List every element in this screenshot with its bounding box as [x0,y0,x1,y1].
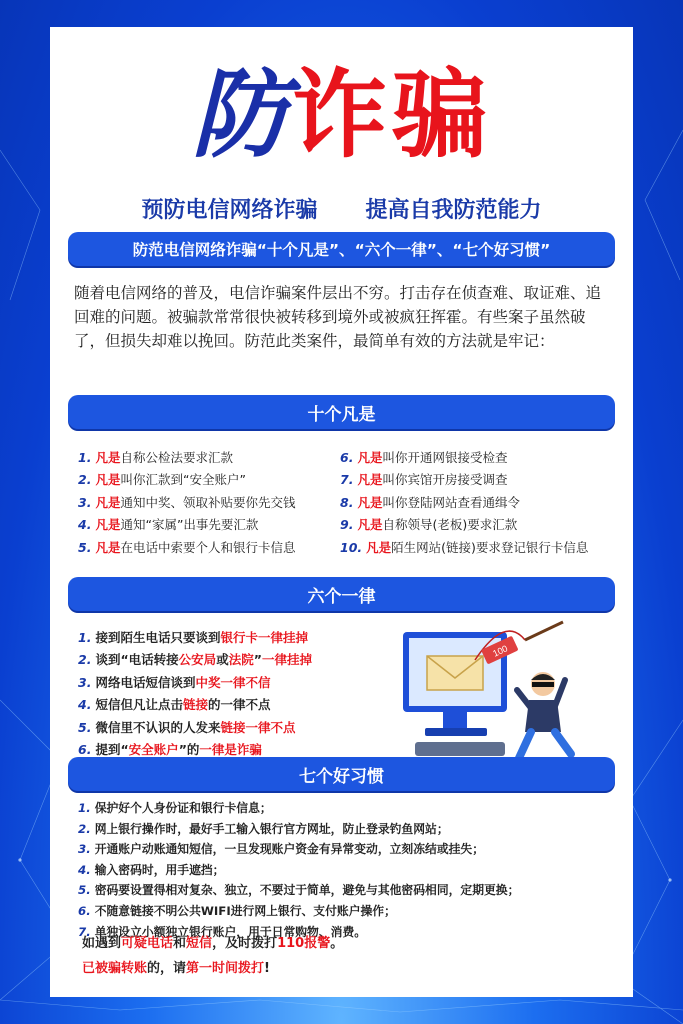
item-number: 4. [78,517,92,533]
item-number: 1. [78,450,92,465]
item-text: 接到陌生电话只要谈到 [95,630,221,645]
item-highlight: 链接一律不点 [220,719,296,735]
item-text: ” [253,652,262,668]
list-item [78,880,519,901]
item-number: 4. [78,862,91,877]
item-text: 网上银行操作时，最好手工输入银行官方网址，防止登录钓鱼网站； [94,821,449,836]
item-text: 提到“ [95,742,129,758]
section-six-title: 六个一律 [307,586,376,607]
item-number: 6. [78,903,91,918]
item-key: 凡是 [95,494,121,510]
item-text: 陌生网站(链接)要求登记银行卡信息 [391,539,589,555]
list-item [78,537,295,559]
item-text: 保护好个人身份证和银行卡信息； [94,801,272,815]
list-item [78,514,295,536]
section-six-heading [68,577,615,611]
item-key: 凡是 [95,539,121,555]
item-number: 6. [78,742,92,758]
item-key: 凡是 [357,517,383,533]
item-text: 密码要设置得相对复杂、独立，不要过于简单，避免与其他密码相同，定期更换； [94,883,520,898]
banner-text: 防范电信网络诈骗“十个凡是”、“六个一律”、“七个好习惯” [132,241,551,259]
item-text: 叫你开通网银接受检查 [382,450,508,465]
envelope-icon [427,656,483,690]
item-number: 5. [78,719,92,735]
item-highlight: 公安局 [178,652,217,668]
list-item [78,798,519,819]
intro-paragraph: 随着电信网络的普及，电信诈骗案件层出不穷。打击存在侦查难、取证难、追回难的问题。被骗款常常很快被转移到境外或被疯狂挥霍。有些案子虽然破了，但损失却难以挽回。防范此类案件，最简单有效的方法就是牢记： [74,284,602,350]
item-key: 凡是 [95,472,121,488]
item-number: 5. [78,539,92,555]
list-item [340,469,588,491]
item-number: 8. [340,494,354,510]
item-text: 叫你汇款到“安全账户” [120,472,246,488]
list-item [78,839,519,860]
item-highlight: 法院 [228,652,254,668]
subtitle-left: 预防电信网络诈骗 [141,198,318,223]
list-item [340,492,588,514]
list-item [78,819,519,840]
item-text: 在电话中索要个人和银行卡信息 [120,539,296,555]
item-number: 2. [78,652,92,668]
ten-list-right [340,447,588,559]
item-text: 开通账户动账通知短信，一旦发现账户资金有异常变动，立刻冻结或挂失； [94,842,485,857]
list-item [78,717,312,739]
list-item [78,492,295,514]
item-text: 或 [216,652,229,668]
footer-line-1: 如遇到可疑电话和短信，及时拨打110报警。 [82,936,344,951]
item-text: 单独设立小额独立银行账户，用于日常购物、消费。 [94,924,367,939]
seven-list [78,798,519,942]
item-text: 谈到“电话转接 [95,652,179,668]
banner-pill [68,232,615,266]
item-number: 6. [340,450,354,465]
item-number: 2. [78,472,92,488]
item-text: 通知中奖、领取补贴要你先交钱 [120,494,296,510]
item-text: 的一律不点 [207,697,271,713]
list-item [78,860,519,881]
list-item [78,627,312,649]
item-text: 网络电话短信谈到 [95,674,196,690]
list-item [78,649,312,671]
money-note-value: 100 [491,643,510,659]
footer-line-2: 已被骗转账的，请第一时间拨打! [82,961,270,976]
item-number: 9. [340,517,354,533]
list-item [78,469,295,491]
item-highlight: 安全账户 [128,742,179,758]
item-key: 凡是 [357,472,383,488]
item-text: 短信但凡让点击 [95,697,183,713]
item-number: 3. [78,494,92,510]
item-number: 1. [78,630,92,645]
list-item [78,901,519,922]
item-highlight: 银行卡一律挂掉 [220,630,308,645]
item-key: 凡是 [357,494,383,510]
list-item [340,537,588,559]
item-text: ”的 [178,742,200,758]
item-number: 2. [78,821,91,836]
item-key: 凡是 [95,450,121,465]
item-number: 7. [78,924,91,939]
item-highlight: 链接 [182,697,208,713]
item-text: 不随意链接不明公共WIFI进行网上银行、支付账户操作； [94,903,396,918]
list-item [340,514,588,536]
list-item [340,447,588,469]
title-part1: 防 [191,59,292,171]
list-item [78,694,312,716]
item-number: 3. [78,674,92,690]
item-number: 1. [78,801,91,815]
section-ten-heading [68,395,615,429]
item-text: 自称公检法要求汇款 [120,450,233,465]
subtitle-right: 提高自我防范能力 [365,198,542,223]
ten-list-left [78,447,295,559]
item-number: 3. [78,842,91,857]
item-number: 7. [340,472,354,488]
thief-mask [532,682,554,687]
scam-illustration [395,620,595,770]
item-text: 自称领导(老板)要求汇款 [382,517,518,533]
item-number: 5. [78,883,91,898]
title-part2: 诈骗 [291,59,492,171]
section-ten-title: 十个凡是 [307,404,376,425]
item-key: 凡是 [366,539,392,555]
item-highlight: 中奖一律不信 [195,674,271,690]
six-list [78,627,312,761]
item-key: 凡是 [357,450,383,465]
poster-card [50,27,633,997]
subtitle [50,193,633,224]
keyboard-icon [415,742,505,756]
item-number: 4. [78,697,92,713]
item-number: 10. [340,539,363,555]
page-title [50,60,633,170]
item-highlight: 一律挂掉 [261,652,312,668]
item-text: 微信里不认识的人发来 [95,719,221,735]
section-seven-title: 七个好习惯 [299,766,384,787]
item-text: 通知“家属”出事先要汇款 [120,517,259,533]
section-seven-heading [68,757,615,791]
list-item [78,447,295,469]
item-text: 叫你宾馆开房接受调查 [382,472,508,488]
list-item [78,672,312,694]
item-text: 输入密码时，用手遮挡； [94,862,225,877]
item-key: 凡是 [95,517,121,533]
item-text: 叫你登陆网站查看通缉令 [382,494,520,510]
item-highlight: 一律是诈骗 [199,742,262,758]
